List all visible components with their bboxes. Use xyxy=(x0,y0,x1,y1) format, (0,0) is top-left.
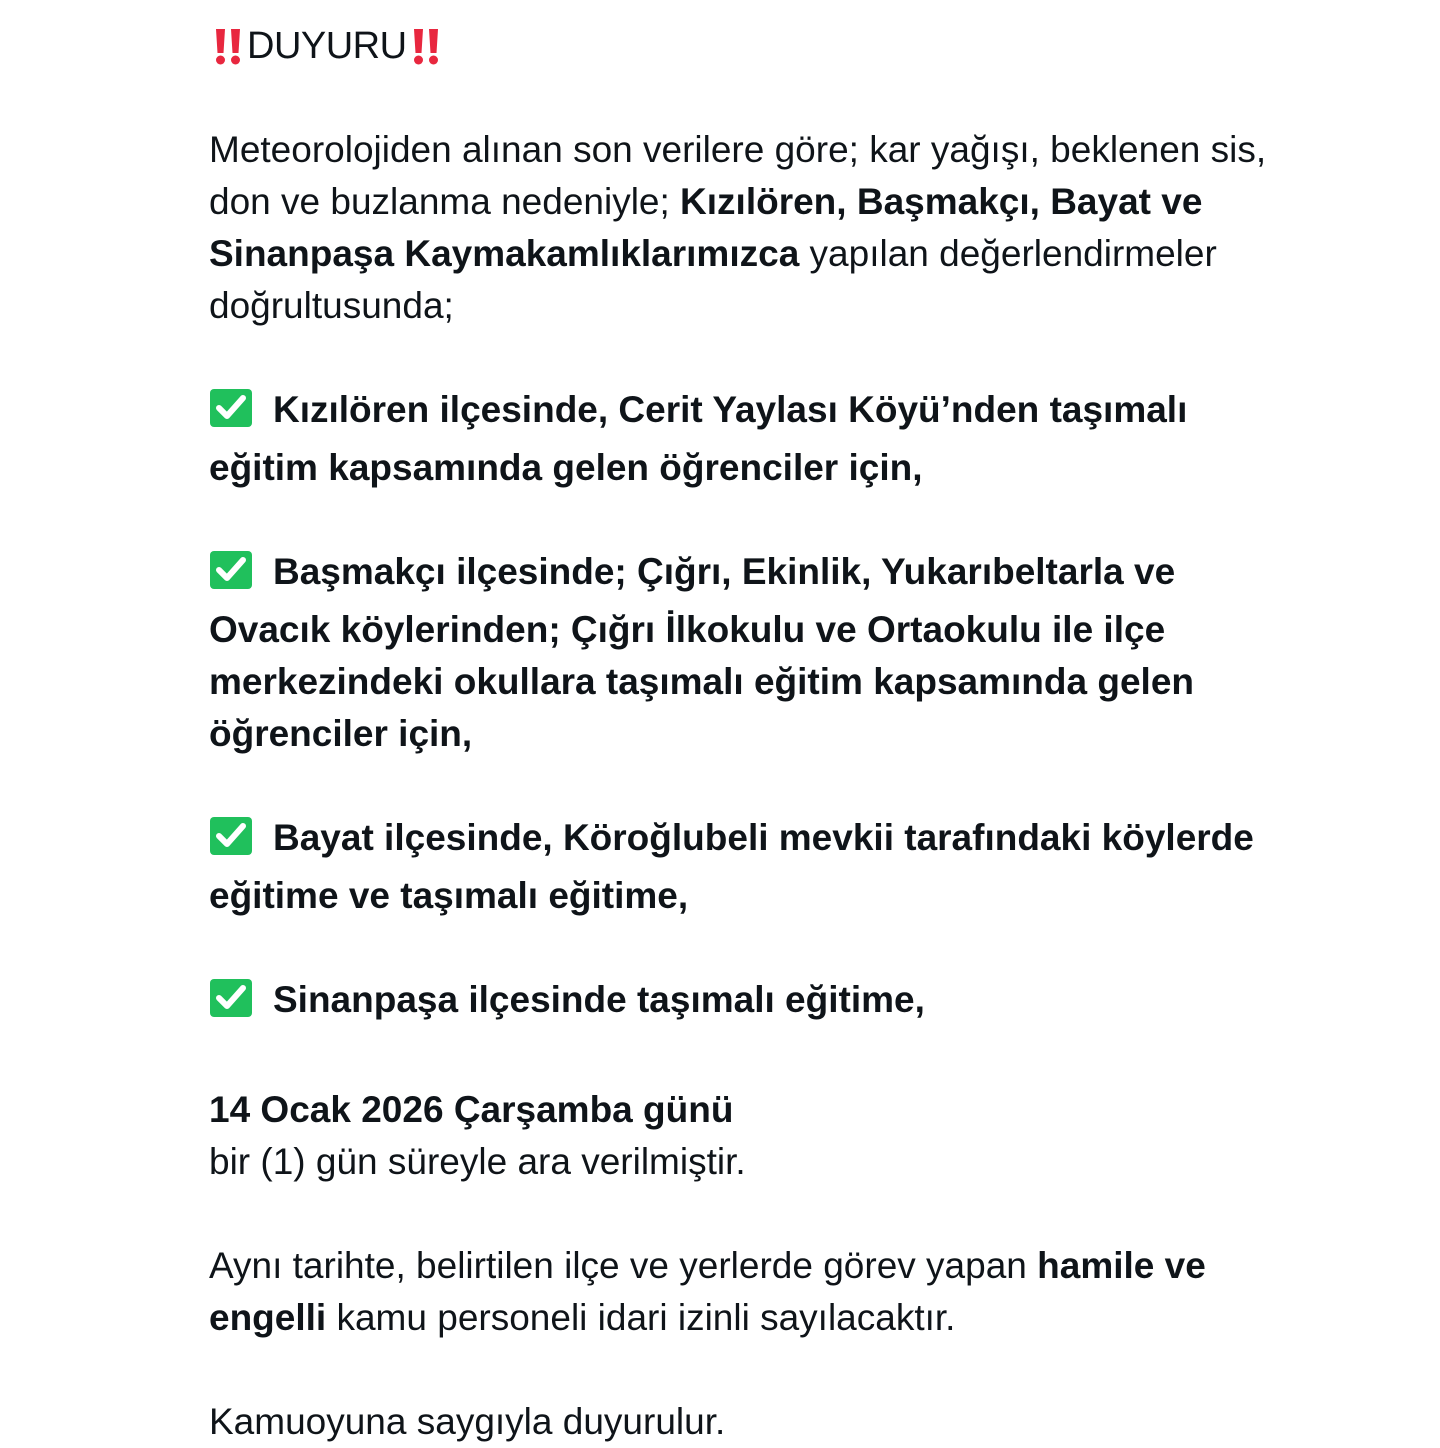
intro-text-end: yapılan değerlendirmeler doğrultusunda; xyxy=(209,233,1217,326)
staff-paragraph xyxy=(209,1240,1269,1344)
list-item-text: Sinanpaşa ilçesinde taşımalı eğitime, xyxy=(273,979,925,1020)
list-item-text: Bayat ilçesinde, Köroğlubeli mevkii tarafındaki köylerde eğitime ve taşımalı eğitime, xyxy=(209,817,1254,916)
post-content xyxy=(209,20,1269,1448)
check-mark-icon xyxy=(209,816,253,870)
post-title xyxy=(209,20,1269,72)
list-item-text: Kızılören ilçesinde, Cerit Yaylası Köyü’nden taşımalı eğitim kapsamında gelen öğrenciler için, xyxy=(209,389,1188,488)
staff-text: Aynı tarihte, belirtilen ilçe ve yerlerde görev yapan xyxy=(209,1245,1038,1286)
check-mark-icon xyxy=(209,978,253,1032)
double-exclamation-icon xyxy=(213,26,243,66)
list-item xyxy=(209,384,1269,494)
list-item xyxy=(209,546,1269,760)
staff-bold-text: hamile ve engelli xyxy=(209,1245,1206,1338)
list-item xyxy=(209,974,1269,1032)
date-line: 14 Ocak 2026 Çarşamba günü xyxy=(209,1089,734,1130)
staff-text-end: kamu personeli idari izinli sayılacaktır. xyxy=(326,1297,956,1338)
closing-line: Kamuoyuna saygıyla duyurulur. xyxy=(209,1401,726,1442)
list-item-text: Başmakçı ilçesinde; Çığrı, Ekinlik, Yukarıbeltarla ve Ovacık köylerinden; Çığrı İlkokulu ve Ortaokulu ile ilçe merkezindeki okullara taşımalı eğitim kapsamında gelen öğrenciler için, xyxy=(209,551,1194,754)
list-item xyxy=(209,812,1269,922)
intro-paragraph xyxy=(209,124,1269,332)
intro-text: Meteorolojiden alınan son verilere göre; kar yağışı, beklenen sis, don ve buzlanma nedeniyle; xyxy=(209,129,1267,222)
title-text: DUYURU xyxy=(247,25,407,67)
double-exclamation-icon xyxy=(411,26,441,66)
check-mark-icon xyxy=(209,388,253,442)
intro-bold-text: Kızılören, Başmakçı, Bayat ve Sinanpaşa Kaymakamlıklarımızca xyxy=(209,181,1203,274)
check-mark-icon xyxy=(209,550,253,604)
duration-line: bir (1) gün süreyle ara verilmiştir. xyxy=(209,1141,746,1182)
